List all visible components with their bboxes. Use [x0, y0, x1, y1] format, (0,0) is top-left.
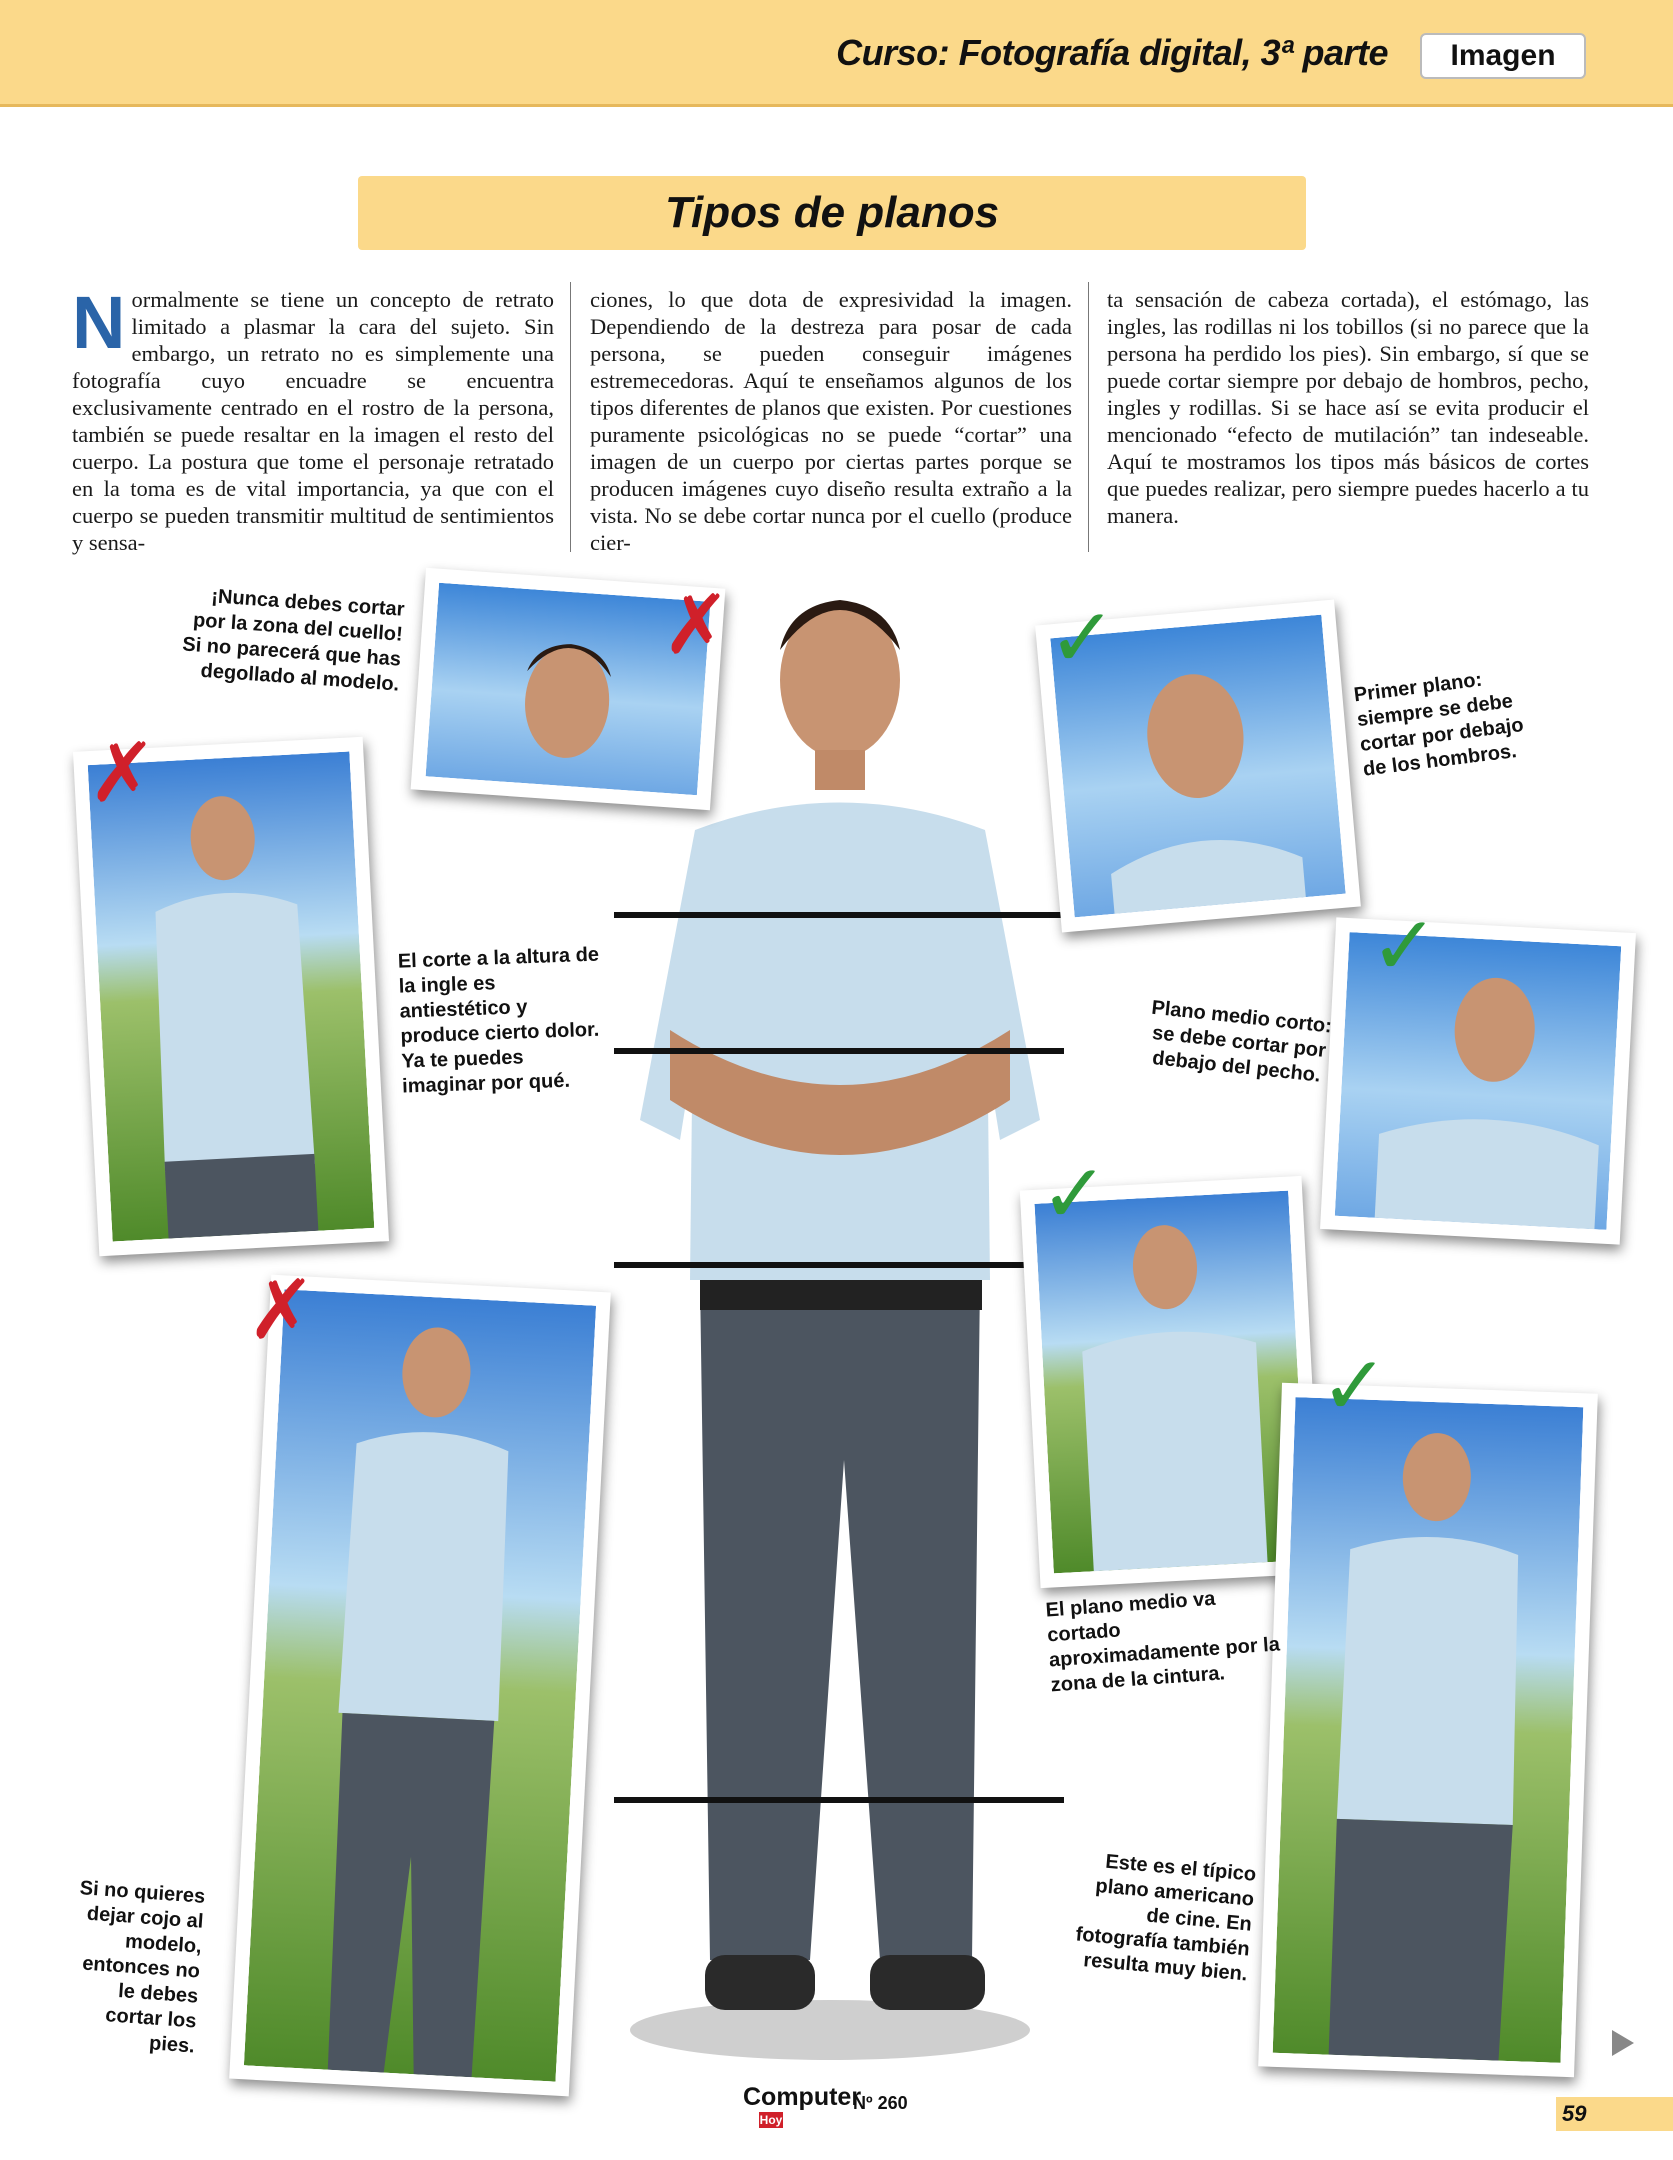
magazine-logo [743, 2083, 861, 2128]
photo-medium-short [1320, 917, 1636, 1244]
cut-line-ankles [614, 1797, 1064, 1803]
column-divider [570, 282, 571, 552]
column-1-text: ormalmente se tiene un concepto de retrato limitado a plasmar la cara del sujeto. Sin embargo, un retrato no es simplemente una fotografía cuyo encuadre se encuentra exclusivamente centrado en el rostro de la persona, también se puede resaltar en la imagen el resto del cuerpo. La postura que tome el personaje retratado en la toma es de vital importancia, ya que con el cuerpo se pueden transmitir multitud de sentimientos y sensa- [72, 287, 554, 555]
caption-american: Este es el típico plano americano de cine. En fotografía también resulta muy bien. [1074, 1850, 1258, 1986]
cut-line-groin [614, 1262, 1064, 1268]
wrong-mark-icon: ✗ [662, 578, 731, 673]
correct-mark-icon: ✓ [1040, 1147, 1109, 1242]
page-header [0, 0, 1673, 107]
caption-groin: El corte a la altura de la ingle es antiestético y produce cierto dolor. Ya te puedes imaginar por qué. [397, 943, 600, 1098]
article-column-2: ciones, lo que dota de expresividad la imagen. Dependiendo de la destreza para posar de cada persona, se pueden conseguir imágenes estremecedoras. Aquí te enseñamos algunos de los tipos diferentes de planos que existen. Por cuestiones puramente psicológicas no se puede “cortar” una imagen de un cuerpo por ciertas partes porque se producen imágenes cuyo diseño resulta extraño a la vista. No se debe cortar nunca por el cuello (produce cier- [590, 287, 1072, 555]
article-title: Tipos de planos [358, 176, 1306, 250]
portrait-image [244, 1289, 596, 2081]
next-page-arrow-icon [1612, 2030, 1634, 2056]
article-column-3: ta sensación de cabeza cortada), el estómago, las ingles, las rodillas ni los tobillos (si no parece que la persona ha perdido los pies). Sin embargo, sí que se puede cortar siempre por debajo de hombros, pecho, ingles y rodillas. Si se hace así se evita producir el mencionado “efecto de mutilación” tan indeseable. Aquí te mostramos los tipos más básicos de cortes que puedes realizar, pero siempre puedes hacerlo a tu manera. [1107, 287, 1589, 528]
column-divider [1088, 282, 1089, 552]
correct-mark-icon: ✓ [1048, 591, 1117, 686]
portrait-image [88, 751, 375, 1241]
correct-mark-icon: ✓ [1370, 899, 1439, 994]
page-number: 59 [1556, 2097, 1673, 2131]
section-badge: Imagen [1420, 33, 1586, 79]
caption-medium-short: Plano medio corto: se debe cortar por debajo del pecho. [1150, 996, 1333, 1087]
logo-text: Computer [743, 2083, 862, 2111]
cut-line-chest [614, 912, 1064, 918]
correct-mark-icon: ✓ [1320, 1339, 1389, 1434]
cut-line-stomach [614, 1048, 1064, 1054]
photo-feet-cut [229, 1275, 611, 2097]
wrong-mark-icon: ✗ [88, 726, 157, 821]
issue-number: Nº 260 [853, 2093, 908, 2113]
photo-american [1258, 1383, 1598, 2078]
drop-cap: N [72, 286, 126, 364]
caption-feet: Si no quieres dejar cojo al modelo, entonces no le debes cortar los pies. [79, 1877, 206, 2058]
course-title: Curso: Fotografía digital, 3ª parte [836, 32, 1388, 73]
caption-closeup: Primer plano: siempre se debe cortar por debajo de los hombros. [1352, 668, 1525, 781]
logo-sub: Hoy [759, 2113, 783, 2127]
portrait-image [1273, 1397, 1584, 2063]
article-column-1 [72, 286, 554, 556]
portrait-image [1034, 1191, 1307, 1574]
caption-medium: El plano medio va cortado aproximadamente por la zona de la cintura. [1044, 1587, 1281, 1697]
wrong-mark-icon: ✗ [247, 1263, 316, 1358]
caption-neck: ¡Nunca debes cortar por la zona del cuello! Si no parecerá que has degollado al modelo. [181, 585, 406, 696]
